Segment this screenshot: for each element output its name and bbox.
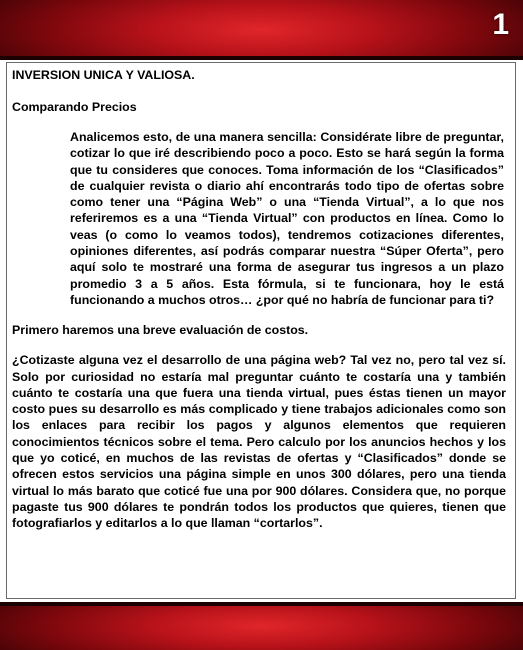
- footer-band: [0, 602, 523, 650]
- header-band: [0, 0, 523, 60]
- page-number: 1: [492, 8, 509, 41]
- document-frame: [6, 62, 516, 599]
- document-subtitle: Comparando Precios: [12, 100, 137, 114]
- document-title: INVERSION UNICA Y VALIOSA.: [12, 68, 195, 82]
- indented-paragraph: Analicemos esto, de una manera sencilla: Considérate libre de preguntar, cotizar lo que iré describiendo poco a poco. Esto se hará según la forma que tu consideres que conoces. Toma información de los “Clasificados” de cualquier revista o diario ahí encontrarás todo tipo de ofertas sobre como tener una “Página Web” o una “Tienda Virtual”, a lo que nos referiremos es a una “Tienda Virtual” con productos en línea. Como lo veas (o como lo veamos todos), tendremos cotizaciones diferentes, opiniones diferentes, así podrás comparar nuestra “Súper Oferta”, pero aquí solo te mostraré una forma de asegurar tus ingresos a un plazo promedio 3 a 5 años. Esta fórmula, si te funcionara, hoy le está funcionando a muchos otros… ¿por qué no habría de funcionar para ti?: [70, 130, 504, 307]
- section-heading: Primero haremos una breve evaluación de costos.: [12, 323, 309, 338]
- body-paragraph: ¿Cotizaste alguna vez el desarrollo de una página web? Tal vez no, pero tal vez sí. Solo por curiosidad no estaría mal preguntar cuánto te costaría una y también cuánto te costaría una que fuera una tienda virtual, pues éstas tienen un mayor costo pues su desarrollo es más complicado y tiene trabajos adicionales como son los enlaces para recibir los pagos y algunos elementos que requieren conocimientos técnicos sobre el tema. Pero calculo por los anuncios hechos y los que yo coticé, en muchos de las revistas de ofertas y “Clasificados” donde se ofrecen estos servicios una página simple en unos 300 dólares, pero una tienda virtual lo más barato que coticé fue una por 900 dólares. Considera que, no porque pagaste tus 900 dólares te pondrán todos los productos que quieres, tienen que fotografiarlos y editarlos a lo que llaman “cortarlos”.: [12, 353, 506, 531]
